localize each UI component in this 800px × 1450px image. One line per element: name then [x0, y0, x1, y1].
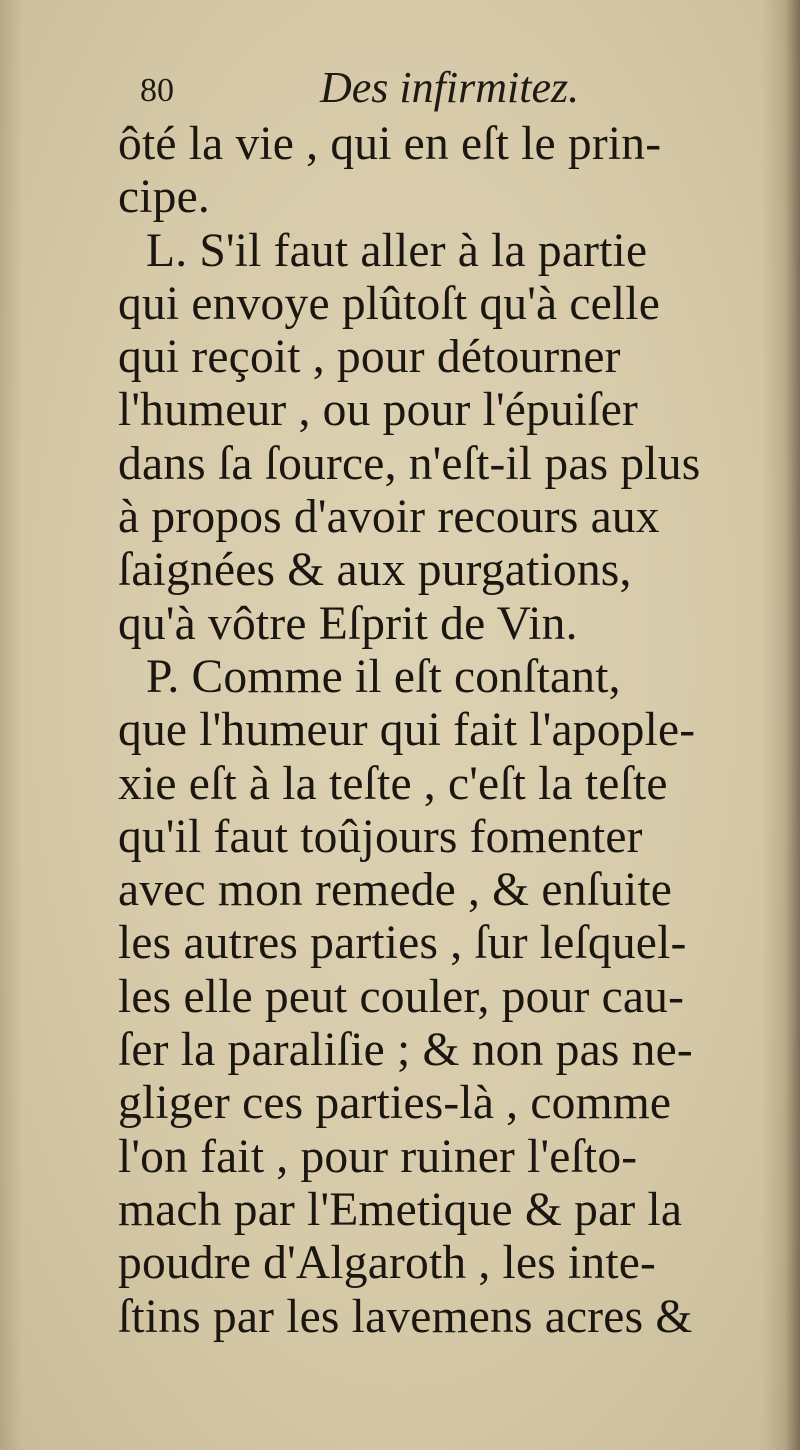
text-line: cipe. — [118, 171, 210, 224]
text-line: ôté la vie , qui en eſt le prin- — [118, 118, 662, 170]
text-line: ſer la paraliſie ; & non pas ne- — [118, 1024, 693, 1077]
text-line: que l'humeur qui fait l'apople- — [118, 704, 696, 757]
text-line: gliger ces parties-là , comme — [118, 1077, 672, 1130]
text-line: xie eſt à la teſte , c'eſt la teſte — [118, 757, 668, 810]
paragraph-start-line: L. S'il faut aller à la partie — [146, 224, 648, 277]
page-header — [140, 62, 660, 122]
text-line: l'humeur , ou pour l'épuiſer — [118, 384, 639, 437]
text-line: qu'il faut toûjours fomenter — [118, 810, 643, 863]
text-line: ſtins par les lavemens acres & — [118, 1290, 693, 1343]
body-text — [118, 118, 768, 1344]
running-title: Des infirmitez. — [320, 63, 580, 112]
text-line: les elle peut couler, pour cau- — [118, 970, 685, 1023]
text-line: ſaignées & aux purgations, — [118, 544, 632, 597]
page-gutter-shadow — [0, 0, 22, 1450]
text-line: avec mon remede , & enſuite — [118, 864, 673, 917]
text-line: poudre d'Algaroth , les inte- — [118, 1237, 657, 1290]
text-line: qu'à vôtre Eſprit de Vin. — [118, 597, 578, 650]
text-line: qui envoye plûtoſt qu'à celle — [118, 277, 660, 330]
text-line: qui reçoit , pour détourner — [118, 331, 621, 384]
text-line: à propos d'avoir recours aux — [118, 491, 660, 544]
text-line: l'on fait , pour ruiner l'eſto- — [118, 1130, 638, 1183]
text-line: mach par l'Emetique & par la — [118, 1183, 683, 1236]
page-number: 80 — [140, 72, 174, 109]
text-line: les autres parties , ſur leſquel- — [118, 917, 687, 970]
text-line: dans ſa ſource, n'eſt-il pas plus — [118, 437, 701, 490]
paragraph-start-line: P. Comme il eſt conſtant, — [146, 650, 621, 703]
